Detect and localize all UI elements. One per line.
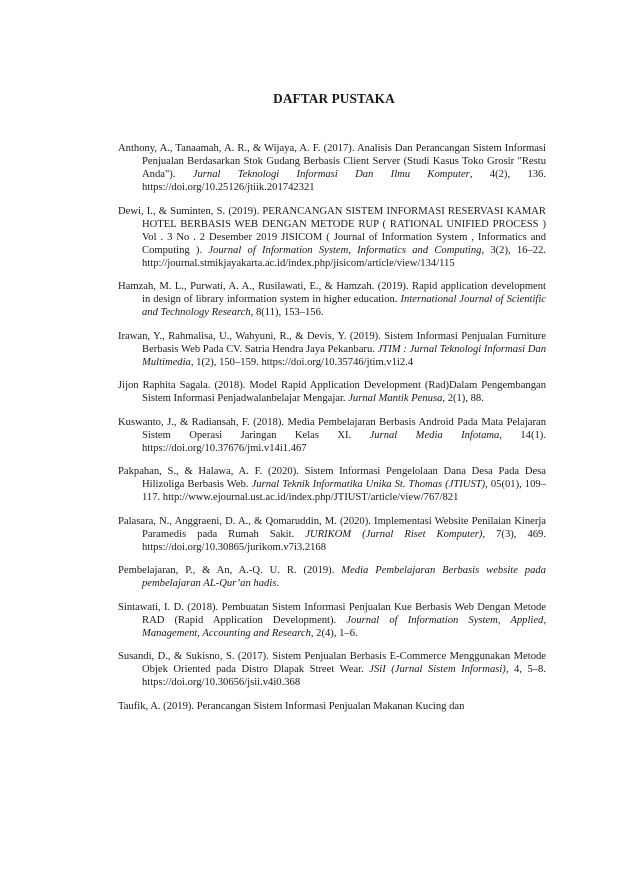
reference-details: . [276, 578, 280, 589]
reference-details: , 7(3), 469. https://doi.org/10.30865/jurikom.v7i3.2168 [142, 528, 546, 553]
reference-source: International Journal of Scientific and Technology Research [142, 294, 547, 318]
reference-text: Susandi, D., & Sukisno, S. (2017). Sistem Penjualan Berbasis E-Commerce Menggunakan Metode Objek Oriented pada Distro Dlapak Street Wear. [118, 651, 546, 675]
reference-source: Jurnal Teknologi Informasi Dan Ilmu Komputer [192, 169, 470, 180]
reference-text: Irawan, Y., Rahmalisa, U., Wahyuni, R., & Devis, Y. (2019). Sistem Informasi Penjualan Furniture Berbasis Web Pada CV. Satria Hendra Jaya Pekanbaru. [118, 330, 546, 355]
reference-details: , 2(1), 88. [442, 393, 484, 404]
reference-source: Jurnal Media Infotama [369, 429, 500, 441]
reference-item [118, 601, 546, 640]
reference-item [118, 416, 546, 455]
page-title: DAFTAR PUSTAKA [273, 91, 395, 106]
reference-source: Jurnal Mantik Penusa [348, 393, 443, 404]
reference-source: Journal of Information System, Applied, Management, Accounting and Research [142, 614, 546, 639]
reference-text: Palasara, N., Anggraeni, D. A., & Qomaruddin, M. (2020). Implementasi Website Penilaian Kinerja Paramedis pada Rumah Sakit. [118, 515, 546, 540]
reference-item [118, 515, 546, 554]
reference-details: , 4(2), 136. https://doi.org/10.25126/jtiik.201742321 [142, 169, 546, 193]
reference-details: , 2(4), 1–6. [310, 627, 358, 639]
reference-list [118, 142, 546, 723]
reference-text: Kuswanto, J., & Radiansah, F. (2018). Media Pembelajaran Berbasis Android Pada Mata Pelajaran Sistem Operasi Jaringan Kelas XI. [118, 416, 546, 441]
reference-item [118, 280, 546, 319]
reference-source: JSiI (Jurnal Sistem Informasi) [369, 664, 506, 675]
reference-text: Jijon Raphita Sagala. (2018). Model Rapid Application Development (Rad)Dalam Pengembangan Sistem Informasi Penjadwalanbelajar Mengajar. [118, 380, 546, 404]
reference-source: Media Pembelajaran Berbasis website pada pembelajaran AL-Qur’an hadis [142, 565, 546, 589]
reference-source: JURIKOM (Jurnal Riset Komputer) [305, 528, 483, 540]
reference-item [118, 650, 546, 689]
reference-details: , 05(01), 109–117. http://www.ejournal.ust.ac.id/index.php/JTIUST/article/view/767/821 [142, 479, 546, 503]
reference-item [118, 142, 546, 194]
reference-text: Taufik, A. (2019). Perancangan Sistem Informasi Penjualan Makanan Kucing dan [118, 700, 465, 712]
reference-text: Pembelajaran, P., & An, A.-Q. U. R. (2019). [118, 565, 342, 576]
reference-item [118, 700, 546, 713]
reference-details: , 4, 5–8. https://doi.org/10.30656/jsii.v4i0.368 [142, 664, 546, 688]
reference-source: Journal of Information System, Informatics and Computing [208, 244, 482, 256]
reference-item [118, 205, 546, 270]
reference-text: Hamzah, M. L., Purwati, A. A., Rusilawati, E., & Hamzah. (2019). Rapid application development in design of library information system in higher education. [118, 281, 546, 305]
reference-text: Anthony, A., Tanaamah, A. R., & Wijaya, A. F. (2017). Analisis Dan Perancangan Sistem Informasi Penjualan Berdasarkan Stok Gudang Berbasis Client Server (Studi Kasus Toko Grosir "Restu Anda"). [118, 143, 546, 180]
reference-details: , 14(1). https://doi.org/10.37676/jmi.v14i1.467 [142, 429, 546, 454]
reference-source: JTIM : Jurnal Teknologi Informasi Dan Multimedia [142, 343, 546, 368]
reference-details: , 3(2), 16–22. http://journal.stmikjayakarta.ac.id/index.php/jisicom/article/view/134/115 [142, 244, 546, 269]
reference-details: , 8(11), 153–156. [250, 307, 324, 318]
reference-item [118, 465, 546, 504]
reference-item [118, 330, 546, 369]
reference-text: Dewi, I., & Suminten, S. (2019). PERANCANGAN SISTEM INFORMASI RESERVASI KAMAR HOTEL BERBASIS WEB DENGAN METODE RUP ( RATIONAL UNIFIED PROCESS ) Vol . 3 No . 2 Desember 2019 JISICOM ( Journal of Information System , Informatics and Computing ). [118, 205, 546, 256]
reference-item [118, 379, 546, 405]
reference-text: Pakpahan, S., & Halawa, A. F. (2020). Sistem Informasi Pengelolaan Dana Desa Pada Desa Hilizoliga Berbasis Web. [118, 466, 546, 490]
reference-details: , 1(2), 150–159. https://doi.org/10.35746/jtim.v1i2.4 [190, 356, 414, 368]
reference-text: Sintawati, I. D. (2018). Pembuatan Sistem Informasi Penjualan Kue Berbasis Web Dengan Metode RAD (Rapid Application Development). [118, 601, 546, 626]
reference-source: Jurnal Teknik Informatika Unika St. Thomas (JTIUST) [251, 479, 486, 490]
reference-item [118, 564, 546, 590]
